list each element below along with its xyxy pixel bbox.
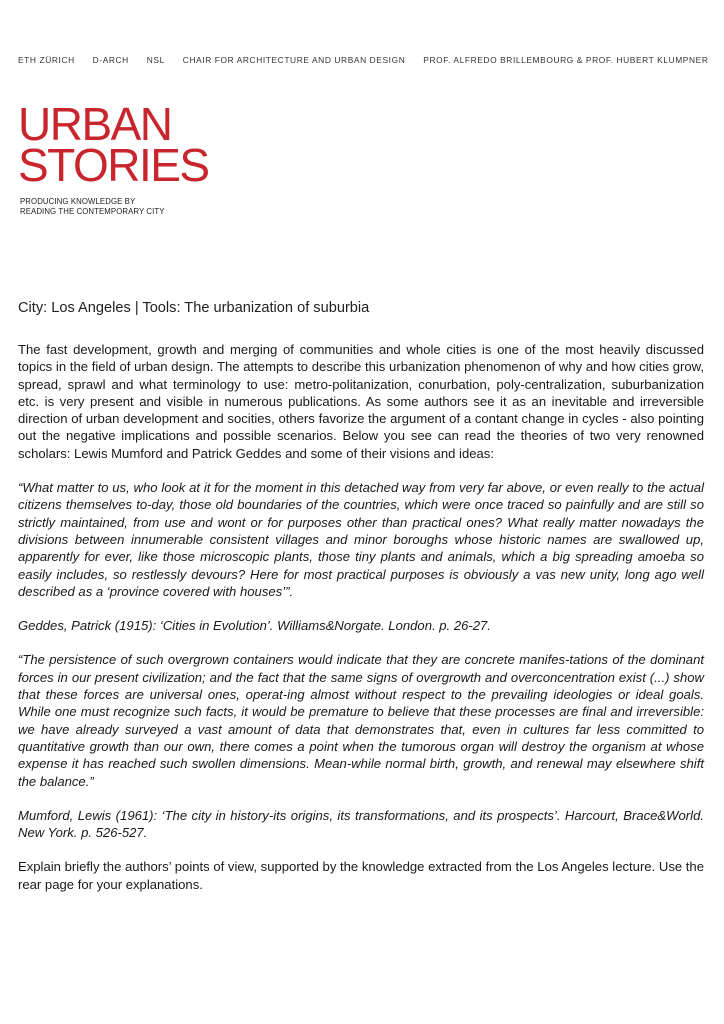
header-chair: CHAIR FOR ARCHITECTURE AND URBAN DESIGN: [182, 55, 406, 65]
tagline-line-2: READING THE CONTEMPORARY CITY: [20, 207, 165, 216]
intro-paragraph: The fast development, growth and merging of communities and whole cities is one of the most heavily discussed topics in the field of urban design. The attempts to describe this urbanization phenomenon of why and how cities grow, spread, sprawl and what terminology to use: metro-politanization, conurbation, poly-centralization, suburbanization etc. is very present and visible in numerous publications. As some authors see it as an inevitable and irreversible direction of urban development and socities, others favorize the argument of a contant change in cycles - also pointing out the negative implications and possible scenarios. Below you see can read the theories of two very renowned scholars: Lewis Mumford and Patrick Geddes and some of their visions and ideas:: [18, 342, 704, 461]
geddes-citation: Geddes, Patrick (1915): ‘Cities in Evolution’. Williams&Norgate. London. p. 26-27.: [18, 618, 491, 634]
urban-stories-logo: [18, 98, 209, 191]
mumford-quote: “The persistence of such overgrown containers would indicate that they are concrete manifes-tations of the dominant forces in our present civilization; and the fact that the same signs of overgrowth and overconcentration exist (...) show that these forces are universal ones, operat-ing almost without respect to the prevailing ideologies or ideal goals. While one must recognize such facts, it would be premature to believe that these processes are final and irreversible: we have already surveyed a vast amount of data that demonstrates that, even in cultures far less committed to quantitative growth than our own, there comes a point when the tumorous organ will destroy the organism at whose expense it has reached such swollen dimensions. Mean-while normal birth, growth, and renewal may elsewhere shift the balance.”: [18, 652, 704, 789]
header-professors: PROF. ALFREDO BRILLEMBOURG & PROF. HUBERT KLUMPNER: [423, 55, 709, 65]
tagline-line-1: PRODUCING KNOWLEDGE BY: [20, 197, 136, 206]
geddes-quote: “What matter to us, who look at it for the moment in this detached way from very far above, or even really to the actual citizens themselves to-day, those old boundaries of the countries, which were once traced so painfully and are still so strictly maintained, from use and wont or for purposes other than practical ones? What really matter nowadays the divisions between innumerable consistent villages and minor boroughs whose historic names are swallowed up, apparently for ever, like those microscopic plants, those tiny plants and animals, which a big spreading amoeba so easily includes, so restlessly devours? Here for most practical purposes is obviously a vas new unity, long ago well described as a ‘province covered with houses’”.: [18, 480, 704, 599]
header-nsl: NSL: [146, 55, 165, 65]
document-body: [18, 341, 704, 893]
header-darch: D-ARCH: [92, 55, 129, 65]
logo-line-stories: STORIES: [18, 139, 209, 191]
document-title: City: Los Angeles | Tools: The urbanization of suburbia: [18, 300, 370, 316]
institution-header: [18, 55, 708, 65]
header-eth: ETH ZÜRICH: [18, 55, 75, 65]
instruction-paragraph: Explain briefly the authors’ points of view, supported by the knowledge extracted from the Los Angeles lecture. Use the rear page for your explanations.: [18, 859, 704, 892]
mumford-citation: Mumford, Lewis (1961): ‘The city in history-its origins, its transformations, and its prospects’. Harcourt, Brace&World. New York. p. 526-527.: [18, 807, 704, 841]
tagline: [20, 197, 165, 217]
logo-line-urban: URBAN: [18, 98, 172, 150]
